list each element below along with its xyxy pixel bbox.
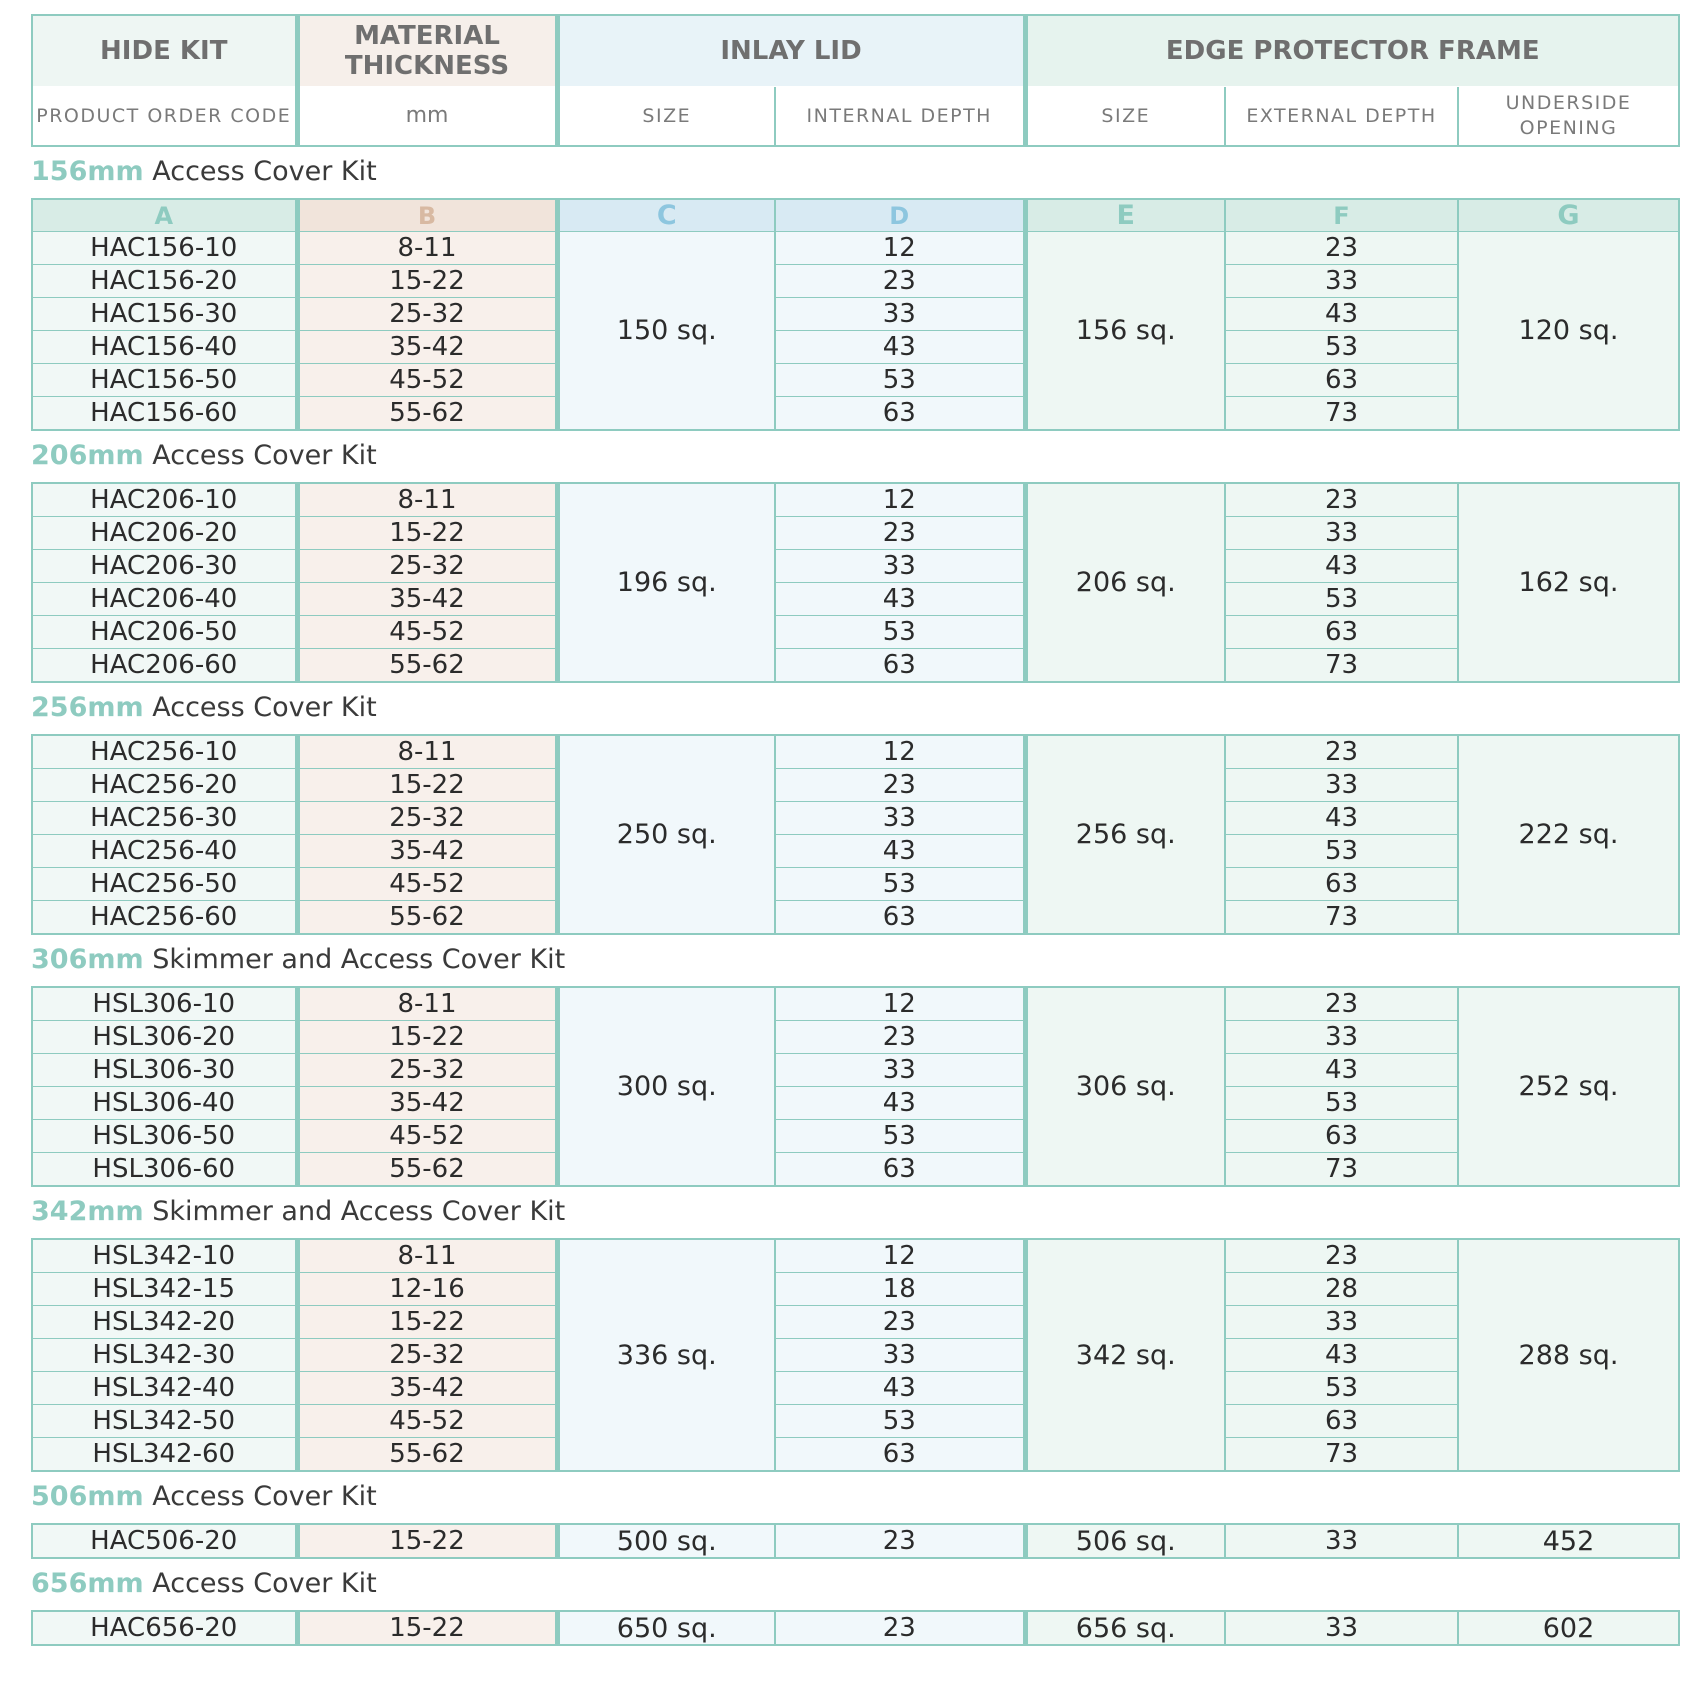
column-letter-row (32, 199, 1679, 232)
table-row (32, 616, 1679, 649)
table-row (32, 1153, 1679, 1187)
section-kit-name: Access Cover Kit (152, 1481, 377, 1512)
internal-depth-cell: 23 (775, 1524, 1025, 1558)
product-code-cell: HAC256-40 (32, 835, 297, 868)
internal-depth-cell: 43 (775, 1087, 1025, 1120)
thickness-cell: 12-16 (297, 1273, 557, 1306)
product-code-cell: HAC206-40 (32, 583, 297, 616)
product-code-cell: HAC206-20 (32, 517, 297, 550)
thickness-cell: 45-52 (297, 364, 557, 397)
external-depth-cell: 63 (1225, 1405, 1458, 1438)
internal-depth-cell: 63 (775, 1438, 1025, 1472)
product-code-cell: HSL306-30 (32, 1054, 297, 1087)
external-depth-cell: 23 (1225, 1239, 1458, 1273)
external-depth-cell: 63 (1225, 364, 1458, 397)
external-depth-cell: 53 (1225, 583, 1458, 616)
internal-depth-cell: 53 (775, 1405, 1025, 1438)
external-depth-cell: 53 (1225, 1372, 1458, 1405)
kit-table (31, 1523, 1680, 1559)
external-depth-cell: 73 (1225, 397, 1458, 431)
internal-depth-cell: 33 (775, 298, 1025, 331)
thickness-cell: 35-42 (297, 1372, 557, 1405)
external-depth-cell: 53 (1225, 835, 1458, 868)
section-title (31, 1472, 1678, 1523)
internal-depth-cell: 53 (775, 364, 1025, 397)
section-title (31, 1559, 1678, 1610)
table-row (32, 1405, 1679, 1438)
external-depth-cell: 33 (1225, 769, 1458, 802)
external-depth-cell: 28 (1225, 1273, 1458, 1306)
table-row (32, 868, 1679, 901)
thickness-cell: 55-62 (297, 901, 557, 935)
table-row (32, 1054, 1679, 1087)
table-row (32, 1372, 1679, 1405)
product-code-cell: HSL306-20 (32, 1021, 297, 1054)
product-code-cell: HSL306-10 (32, 987, 297, 1021)
kit-table (31, 734, 1680, 935)
section-kit-name: Access Cover Kit (152, 440, 377, 471)
external-depth-cell: 43 (1225, 1054, 1458, 1087)
table-row (32, 1438, 1679, 1472)
external-depth-cell: 43 (1225, 1339, 1458, 1372)
section-title (31, 431, 1678, 482)
thickness-cell: 55-62 (297, 649, 557, 683)
thickness-cell: 55-62 (297, 397, 557, 431)
section-kit-name: Skimmer and Access Cover Kit (152, 944, 566, 975)
internal-depth-cell: 12 (775, 735, 1025, 769)
internal-depth-cell: 63 (775, 397, 1025, 431)
inlay-lid-heading: INLAY LID (557, 15, 1025, 86)
product-code-cell: HAC256-10 (32, 735, 297, 769)
thickness-cell: 15-22 (297, 517, 557, 550)
internal-depth-cell: 53 (775, 616, 1025, 649)
product-code-cell: HAC506-20 (32, 1524, 297, 1558)
column-letter-d: D (775, 199, 1025, 232)
header-table (31, 14, 1680, 147)
product-code-cell: HAC156-40 (32, 331, 297, 364)
product-code-cell: HAC206-50 (32, 616, 297, 649)
product-code-cell: HAC256-50 (32, 868, 297, 901)
thickness-cell: 15-22 (297, 769, 557, 802)
external-depth-cell: 43 (1225, 802, 1458, 835)
thickness-cell: 15-22 (297, 1524, 557, 1558)
external-depth-cell: 53 (1225, 1087, 1458, 1120)
frame-size-cell: 156 sq. (1025, 232, 1225, 431)
internal-depth-cell: 33 (775, 802, 1025, 835)
thickness-cell: 35-42 (297, 835, 557, 868)
table-row (32, 769, 1679, 802)
internal-depth-cell: 23 (775, 769, 1025, 802)
thickness-cell: 45-52 (297, 1405, 557, 1438)
internal-depth-cell: 12 (775, 483, 1025, 517)
external-depth-cell: 73 (1225, 1153, 1458, 1187)
internal-depth-cell: 12 (775, 232, 1025, 265)
external-depth-heading: EXTERNAL DEPTH (1225, 86, 1458, 146)
table-row (32, 835, 1679, 868)
external-depth-cell: 33 (1225, 1611, 1458, 1645)
underside-opening-cell: 602 (1458, 1611, 1679, 1645)
product-code-cell: HSL342-40 (32, 1372, 297, 1405)
underside-opening-heading: UNDERSIDE OPENING (1458, 86, 1679, 146)
internal-depth-cell: 23 (775, 1611, 1025, 1645)
product-code-cell: HAC156-60 (32, 397, 297, 431)
product-code-cell: HSL342-30 (32, 1339, 297, 1372)
thickness-cell: 55-62 (297, 1153, 557, 1187)
column-letter-e: E (1025, 199, 1225, 232)
table-row (32, 517, 1679, 550)
product-code-cell: HAC656-20 (32, 1611, 297, 1645)
thickness-cell: 25-32 (297, 298, 557, 331)
frame-size-cell: 656 sq. (1025, 1611, 1225, 1645)
table-row (32, 1087, 1679, 1120)
internal-depth-cell: 12 (775, 1239, 1025, 1273)
table-row (32, 298, 1679, 331)
external-depth-cell: 33 (1225, 265, 1458, 298)
external-depth-cell: 63 (1225, 1120, 1458, 1153)
table-row (32, 1524, 1679, 1558)
underside-opening-cell: 222 sq. (1458, 735, 1679, 934)
table-row (32, 1273, 1679, 1306)
thickness-cell: 15-22 (297, 1611, 557, 1645)
external-depth-cell: 73 (1225, 1438, 1458, 1472)
product-code-cell: HAC206-60 (32, 649, 297, 683)
column-letter-a: A (32, 199, 297, 232)
inlay-size-cell: 300 sq. (557, 987, 775, 1186)
external-depth-cell: 63 (1225, 616, 1458, 649)
external-depth-cell: 63 (1225, 868, 1458, 901)
section-size-label: 206mm (31, 440, 144, 471)
product-code-cell: HSL342-15 (32, 1273, 297, 1306)
thickness-cell: 15-22 (297, 265, 557, 298)
table-row (32, 735, 1679, 769)
product-code-cell: HSL306-60 (32, 1153, 297, 1187)
product-code-cell: HSL306-40 (32, 1087, 297, 1120)
frame-size-cell: 306 sq. (1025, 987, 1225, 1186)
hide-kit-heading: HIDE KIT (32, 15, 297, 86)
underside-opening-cell: 162 sq. (1458, 483, 1679, 682)
product-code-cell: HSL342-20 (32, 1306, 297, 1339)
internal-depth-cell: 33 (775, 550, 1025, 583)
section-size-label: 306mm (31, 944, 144, 975)
section-size-label: 342mm (31, 1196, 144, 1227)
kit-table (31, 1610, 1680, 1646)
thickness-cell: 35-42 (297, 583, 557, 616)
underside-opening-cell: 252 sq. (1458, 987, 1679, 1186)
column-letter-b: B (297, 199, 557, 232)
external-depth-cell: 23 (1225, 735, 1458, 769)
thickness-cell: 35-42 (297, 1087, 557, 1120)
table-row (32, 364, 1679, 397)
kit-table (31, 986, 1680, 1187)
section-title (31, 1187, 1678, 1238)
underside-opening-cell: 452 (1458, 1524, 1679, 1558)
inlay-size-cell: 500 sq. (557, 1524, 775, 1558)
external-depth-cell: 43 (1225, 550, 1458, 583)
internal-depth-cell: 12 (775, 987, 1025, 1021)
internal-depth-cell: 18 (775, 1273, 1025, 1306)
internal-depth-cell: 53 (775, 868, 1025, 901)
thickness-cell: 15-22 (297, 1021, 557, 1054)
section-size-label: 506mm (31, 1481, 144, 1512)
thickness-cell: 8-11 (297, 1239, 557, 1273)
section-kit-name: Skimmer and Access Cover Kit (152, 1196, 566, 1227)
external-depth-cell: 33 (1225, 1524, 1458, 1558)
spec-sheet (31, 14, 1678, 1646)
section-kit-name: Access Cover Kit (152, 692, 377, 723)
thickness-cell: 35-42 (297, 331, 557, 364)
external-depth-cell: 73 (1225, 649, 1458, 683)
product-code-cell: HAC156-10 (32, 232, 297, 265)
kit-table (31, 198, 1680, 431)
internal-depth-cell: 23 (775, 1306, 1025, 1339)
product-code-cell: HAC156-20 (32, 265, 297, 298)
internal-depth-cell: 63 (775, 1153, 1025, 1187)
internal-depth-cell: 43 (775, 835, 1025, 868)
internal-depth-cell: 43 (775, 1372, 1025, 1405)
internal-depth-cell: 33 (775, 1339, 1025, 1372)
thickness-cell: 45-52 (297, 868, 557, 901)
table-row (32, 397, 1679, 431)
edge-protector-frame-heading: EDGE PROTECTOR FRAME (1025, 15, 1679, 86)
inlay-size-cell: 196 sq. (557, 483, 775, 682)
inlay-size-heading: SIZE (557, 86, 775, 146)
thickness-cell: 8-11 (297, 232, 557, 265)
product-code-cell: HAC156-30 (32, 298, 297, 331)
product-code-cell: HSL342-50 (32, 1405, 297, 1438)
material-thickness-heading: MATERIAL THICKNESS (297, 15, 557, 86)
underside-opening-cell: 288 sq. (1458, 1239, 1679, 1471)
external-depth-cell: 23 (1225, 483, 1458, 517)
section-size-label: 156mm (31, 156, 144, 187)
internal-depth-cell: 23 (775, 517, 1025, 550)
product-code-cell: HAC156-50 (32, 364, 297, 397)
table-row (32, 265, 1679, 298)
thickness-cell: 8-11 (297, 483, 557, 517)
table-row (32, 483, 1679, 517)
internal-depth-cell: 63 (775, 901, 1025, 935)
table-row (32, 987, 1679, 1021)
table-row (32, 649, 1679, 683)
product-order-code-heading: PRODUCT ORDER CODE (32, 86, 297, 146)
thickness-cell: 25-32 (297, 802, 557, 835)
product-code-cell: HAC256-30 (32, 802, 297, 835)
inlay-size-cell: 650 sq. (557, 1611, 775, 1645)
internal-depth-heading: INTERNAL DEPTH (775, 86, 1025, 146)
internal-depth-cell: 43 (775, 583, 1025, 616)
thickness-cell: 8-11 (297, 735, 557, 769)
table-row (32, 232, 1679, 265)
frame-size-cell: 506 sq. (1025, 1524, 1225, 1558)
thickness-cell: 25-32 (297, 1054, 557, 1087)
table-row (32, 1120, 1679, 1153)
mm-unit-heading: mm (297, 86, 557, 146)
inlay-size-cell: 336 sq. (557, 1239, 775, 1471)
table-row (32, 901, 1679, 935)
external-depth-cell: 23 (1225, 232, 1458, 265)
table-row (32, 1021, 1679, 1054)
thickness-cell: 45-52 (297, 1120, 557, 1153)
column-letter-f: F (1225, 199, 1458, 232)
product-code-cell: HSL342-10 (32, 1239, 297, 1273)
kit-sections (31, 147, 1678, 1646)
product-code-cell: HAC206-30 (32, 550, 297, 583)
column-letter-c: C (557, 199, 775, 232)
internal-depth-cell: 33 (775, 1054, 1025, 1087)
internal-depth-cell: 23 (775, 265, 1025, 298)
product-code-cell: HSL342-60 (32, 1438, 297, 1472)
external-depth-cell: 43 (1225, 298, 1458, 331)
underside-opening-cell: 120 sq. (1458, 232, 1679, 431)
kit-table (31, 482, 1680, 683)
table-row (32, 1611, 1679, 1645)
internal-depth-cell: 43 (775, 331, 1025, 364)
external-depth-cell: 33 (1225, 1021, 1458, 1054)
thickness-cell: 25-32 (297, 550, 557, 583)
product-code-cell: HAC256-60 (32, 901, 297, 935)
internal-depth-cell: 63 (775, 649, 1025, 683)
thickness-cell: 25-32 (297, 1339, 557, 1372)
table-row (32, 583, 1679, 616)
kit-table (31, 1238, 1680, 1472)
frame-size-cell: 256 sq. (1025, 735, 1225, 934)
column-letter-g: G (1458, 199, 1679, 232)
frame-size-cell: 206 sq. (1025, 483, 1225, 682)
table-row (32, 1239, 1679, 1273)
frame-size-heading: SIZE (1025, 86, 1225, 146)
table-row (32, 550, 1679, 583)
internal-depth-cell: 23 (775, 1021, 1025, 1054)
section-kit-name: Access Cover Kit (152, 156, 377, 187)
section-kit-name: Access Cover Kit (152, 1568, 377, 1599)
external-depth-cell: 73 (1225, 901, 1458, 935)
frame-size-cell: 342 sq. (1025, 1239, 1225, 1471)
section-size-label: 256mm (31, 692, 144, 723)
external-depth-cell: 53 (1225, 331, 1458, 364)
internal-depth-cell: 53 (775, 1120, 1025, 1153)
thickness-cell: 8-11 (297, 987, 557, 1021)
product-code-cell: HSL306-50 (32, 1120, 297, 1153)
table-row (32, 331, 1679, 364)
thickness-cell: 45-52 (297, 616, 557, 649)
section-title (31, 147, 1678, 198)
inlay-size-cell: 150 sq. (557, 232, 775, 431)
table-row (32, 1339, 1679, 1372)
external-depth-cell: 23 (1225, 987, 1458, 1021)
inlay-size-cell: 250 sq. (557, 735, 775, 934)
table-row (32, 1306, 1679, 1339)
section-size-label: 656mm (31, 1568, 144, 1599)
section-title (31, 683, 1678, 734)
external-depth-cell: 33 (1225, 1306, 1458, 1339)
thickness-cell: 55-62 (297, 1438, 557, 1472)
thickness-cell: 15-22 (297, 1306, 557, 1339)
product-code-cell: HAC256-20 (32, 769, 297, 802)
product-code-cell: HAC206-10 (32, 483, 297, 517)
table-row (32, 802, 1679, 835)
section-title (31, 935, 1678, 986)
external-depth-cell: 33 (1225, 517, 1458, 550)
